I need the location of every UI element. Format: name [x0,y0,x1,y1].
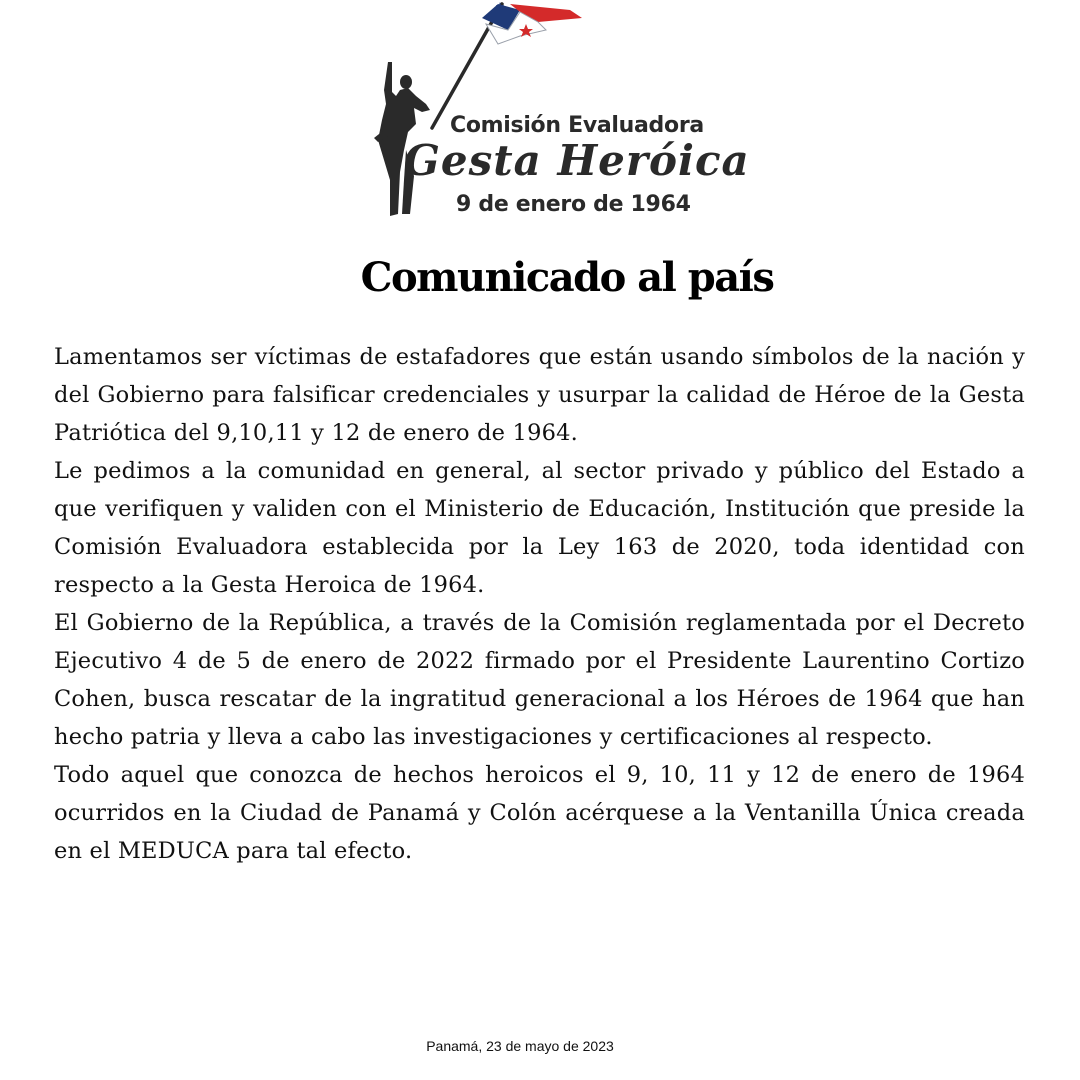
footer-date-place: Panamá, 23 de mayo de 2023 [426,1038,614,1054]
logo-org-name: Comisión Evaluadora [450,113,704,138]
logo [370,0,750,225]
page-title: Comunicado al país [360,254,774,301]
logo-date: 9 de enero de 1964 [456,192,691,217]
paragraph-4: Todo aquel que conozca de hechos heroicos el 9, 10, 11 y 12 de enero de 1964 ocurridos en la Ciudad de Panamá y Colón acérquese a la Ventanilla Única creada en el MEDUCA para tal efecto. [54,762,1025,864]
paragraph-3: El Gobierno de la República, a través de la Comisión reglamentada por el Decreto Ejecutivo 4 de 5 de enero de 2022 firmado por el Presidente Laurentino Cortizo Cohen, busca rescatar de la ingratitud generacional a los Héroes de 1964 que han hecho patria y lleva a cabo las investigaciones y certificaciones al respecto. [54,610,1025,750]
paragraph-1: Lamentamos ser víctimas de estafadores que están usando símbolos de la nación y del Gobierno para falsificar credenciales y usurpar la calidad de Héroe de la Gesta Patriótica del 9,10,11 y 12 de enero de 1964. [54,344,1025,446]
paragraph-2: Le pedimos a la comunidad en general, al sector privado y público del Estado a que verifiquen y validen con el Ministerio de Educación, Institución que preside la Comisión Evaluadora establecida por la Ley 163 de 2020, toda identidad con respecto a la Gesta Heroica de 1964. [54,458,1025,598]
logo-script-title: Gesta Heróica [404,136,750,185]
statement-body [54,338,1025,870]
